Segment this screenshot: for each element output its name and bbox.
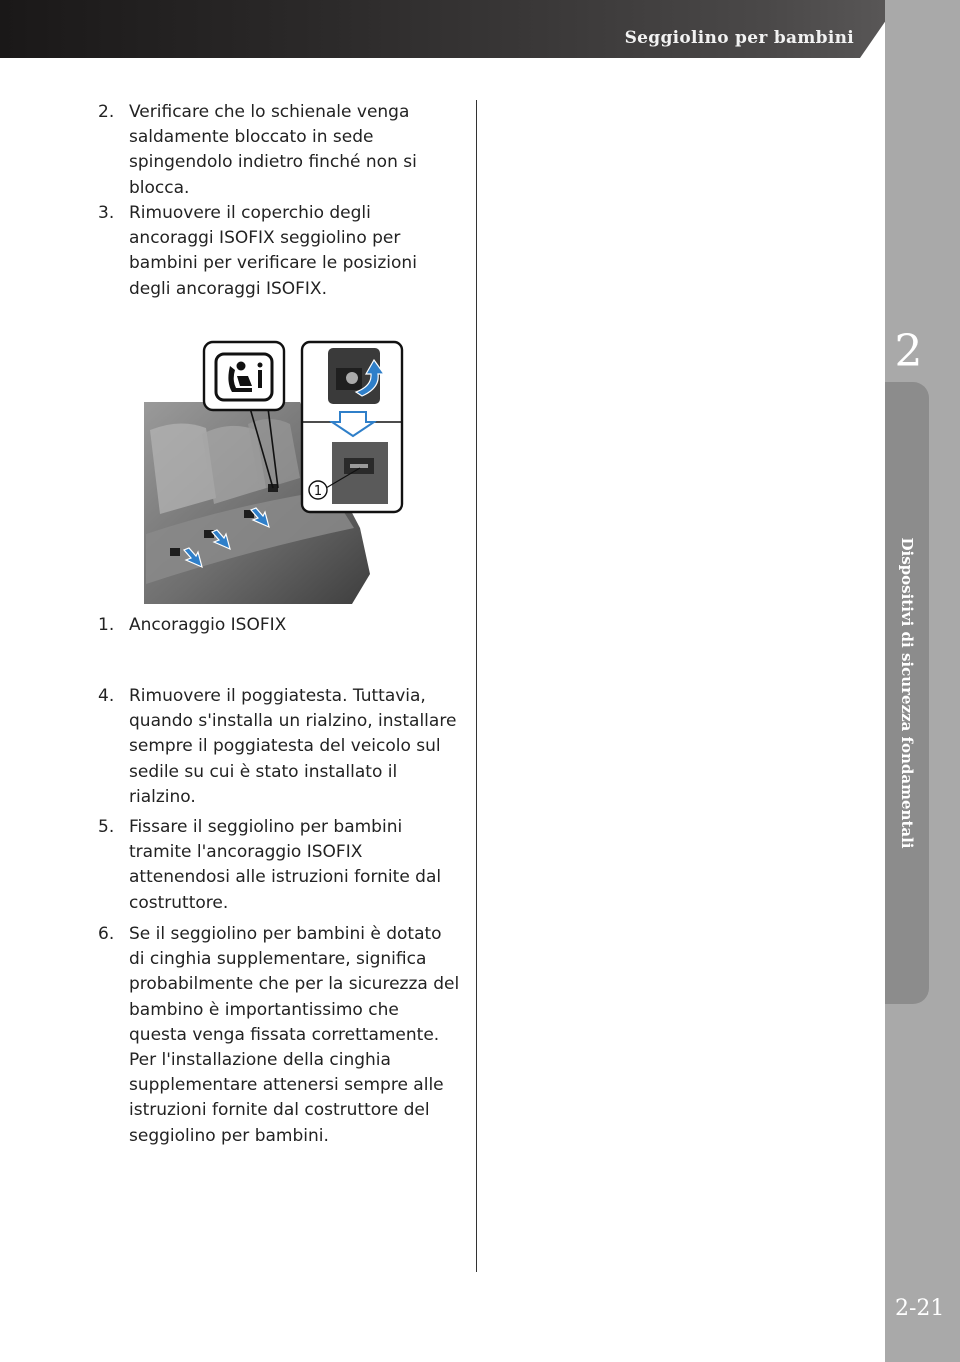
step-2 bbox=[98, 100, 460, 201]
isofix-illustration bbox=[140, 338, 410, 604]
column-divider bbox=[476, 100, 477, 1272]
step-text: Verificare che lo schienale venga saldamente bloccato in sede spingendolo indietro finché non si blocca. bbox=[129, 102, 417, 198]
step-text: Rimuovere il poggiatesta. Tuttavia, quando s'installa un rialzino, installare sempre il poggiatesta del veicolo sul sedile su cui è stato installato il rialzino. bbox=[129, 686, 457, 807]
chapter-title: Dispositivi di sicurezza fondamentali bbox=[898, 537, 916, 849]
step-text: Rimuovere il coperchio degli ancoraggi ISOFIX seggiolino per bambini per verificare le posizioni degli ancoraggi ISOFIX. bbox=[129, 203, 417, 299]
step-text: Se il seggiolino per bambini è dotato di cinghia supplementare, significa probabilmente che per la sicurezza del bambino è importantissimo che questa venga fissata correttamente. Per l'installazione della cinghia supplementare attenersi sempre alle istruzioni fornite dal costruttore del seggiolino per bambini. bbox=[129, 924, 460, 1146]
step-number: 3. bbox=[98, 203, 115, 223]
page-number: 2-21 bbox=[895, 1296, 945, 1321]
step-text: Fissare il seggiolino per bambini tramite l'ancoraggio ISOFIX attenendosi alle istruzioni fornite dal costruttore. bbox=[129, 817, 442, 913]
callout-label: 1 bbox=[313, 484, 323, 499]
step-4 bbox=[98, 684, 460, 810]
step-5 bbox=[98, 815, 460, 916]
figure-caption bbox=[98, 613, 460, 638]
step-number: 5. bbox=[98, 817, 115, 837]
step-number: 4. bbox=[98, 686, 115, 706]
step-number: 2. bbox=[98, 102, 115, 122]
step-number: 6. bbox=[98, 924, 115, 944]
step-6 bbox=[98, 922, 460, 1149]
caption-text: Ancoraggio ISOFIX bbox=[129, 615, 287, 635]
chapter-number: 2 bbox=[894, 326, 923, 377]
step-3 bbox=[98, 201, 460, 302]
caption-number: 1. bbox=[98, 615, 115, 635]
section-title: Seggiolino per bambini bbox=[624, 28, 854, 48]
